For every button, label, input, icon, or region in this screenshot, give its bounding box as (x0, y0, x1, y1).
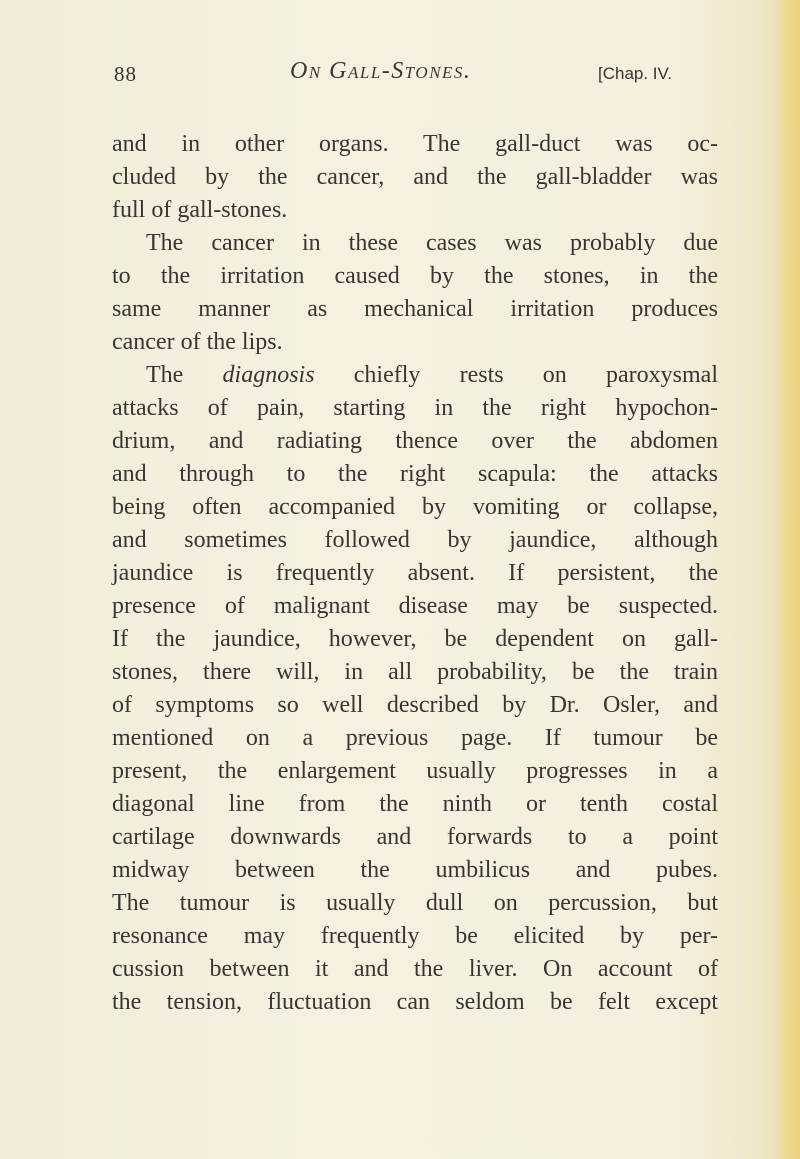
running-title: On Gall-Stones. (290, 58, 472, 84)
chapter-marker: [Chap. IV. (598, 64, 673, 83)
text-line: and in other organs. The gall-duct was oc- (112, 131, 718, 157)
text-line: resonance may frequently be elicited by per- (112, 923, 718, 949)
text-line: cussion between it and the liver. On account of (112, 956, 718, 982)
text-line: attacks of pain, starting in the right hypochon- (112, 395, 718, 421)
body-text (112, 128, 718, 1019)
text-line: being often accompanied by vomiting or collapse, (112, 494, 718, 520)
text-line: diagonal line from the ninth or tenth costal (112, 791, 718, 817)
text-line: of symptoms so well described by Dr. Osler, and (112, 692, 718, 718)
text-line: the tension, fluctuation can seldom be felt except (112, 989, 718, 1015)
text-line: stones, there will, in all probability, be the train (112, 659, 718, 685)
text-line: to the irritation caused by the stones, in the (112, 263, 718, 289)
text-line: cartilage downwards and forwards to a point (112, 824, 718, 850)
page-edge-discoloration (774, 0, 800, 1159)
text-line: The tumour is usually dull on percussion, but (112, 890, 718, 916)
page-header (114, 58, 714, 98)
text-line: If the jaundice, however, be dependent on gall- (112, 626, 718, 652)
text-line: cancer of the lips. (112, 329, 283, 355)
emphasis-diagnosis: diagnosis (222, 362, 315, 388)
text-fragment: The (146, 362, 223, 388)
text-line: cluded by the cancer, and the gall-bladder was (112, 164, 718, 190)
text-line: and sometimes followed by jaundice, although (112, 527, 718, 553)
text-line: The cancer in these cases was probably due (146, 230, 718, 256)
text-fragment: chiefly rests on paroxysmal (314, 362, 718, 388)
page-number: 88 (114, 62, 137, 86)
text-line: mentioned on a previous page. If tumour be (112, 725, 718, 751)
text-line: midway between the umbilicus and pubes. (112, 857, 718, 883)
text-line: present, the enlargement usually progresses in a (112, 758, 718, 784)
text-line: jaundice is frequently absent. If persistent, the (112, 560, 718, 586)
text-line: full of gall-stones. (112, 197, 288, 223)
text-line: presence of malignant disease may be suspected. (112, 593, 718, 619)
text-line: drium, and radiating thence over the abdomen (112, 428, 718, 454)
text-line-diagnosis (112, 359, 718, 392)
text-line: same manner as mechanical irritation produces (112, 296, 718, 322)
text-line: and through to the right scapula: the attacks (112, 461, 718, 487)
